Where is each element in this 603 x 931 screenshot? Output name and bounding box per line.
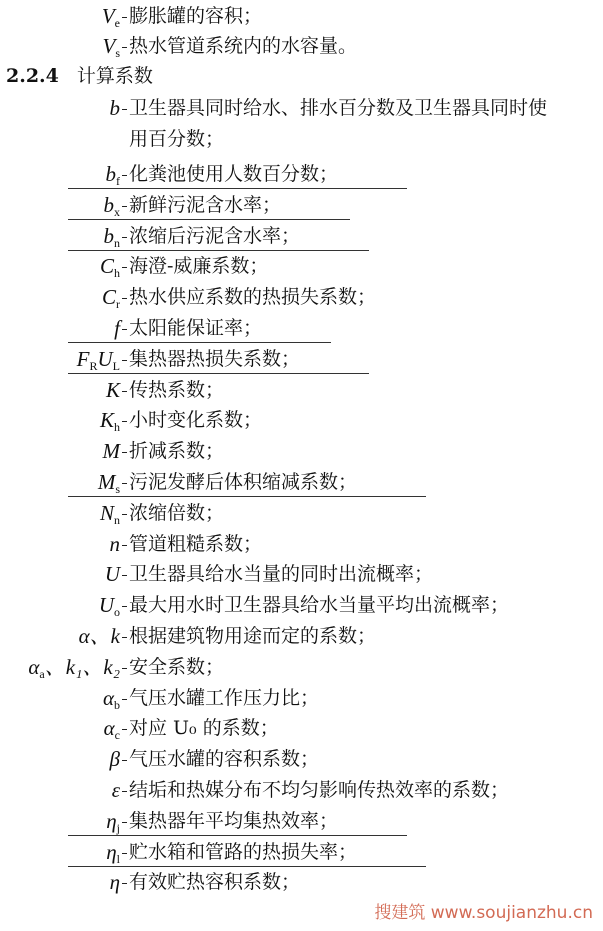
symbol-description: 集热器年平均集热效率； xyxy=(129,810,339,832)
symbol-description: 浓缩后污泥含水率； xyxy=(129,225,301,247)
symbol-description: 折减系数； xyxy=(129,440,225,462)
symbol-description: 最大用水时卫生器具给水当量平均出流概率； xyxy=(129,594,510,616)
symbol: f xyxy=(114,316,120,340)
symbol-description: 传热系数； xyxy=(129,379,225,401)
symbol-description: 卫生器具给水当量的同时出流概率； xyxy=(129,563,434,585)
symbol: η xyxy=(109,870,120,894)
symbol-description: 有效贮热容积系数； xyxy=(129,871,301,893)
symbol-description: 卫生器具同时给水、排水百分数及卫生器具同时使 xyxy=(129,97,548,119)
symbol: $b_n$ xyxy=(103,224,120,250)
symbol: $\alpha_a$、k₁、k₂ xyxy=(28,655,120,681)
symbol: $\alpha_b$ xyxy=(102,686,120,712)
section-heading xyxy=(6,62,153,90)
watermark: 搜建筑 www.soujianzhu.cn xyxy=(374,903,593,923)
symbol-description: 浓缩倍数； xyxy=(129,502,225,524)
symbol: $b_x$ xyxy=(103,193,120,219)
symbol: $\eta_j$ xyxy=(106,809,120,835)
symbol-description: 安全系数； xyxy=(129,656,225,678)
symbol: n xyxy=(109,532,120,556)
symbol: ε xyxy=(111,778,120,802)
symbol: $N_n$ xyxy=(99,501,120,527)
symbol-description: 海澄-威廉系数； xyxy=(129,255,269,277)
symbol-description: 气压水罐的容积系数； xyxy=(129,748,320,770)
symbol-description: 管道粗糙系数； xyxy=(129,533,263,555)
symbol: β xyxy=(109,747,120,771)
symbol-description: 太阳能保证率； xyxy=(129,317,263,339)
symbol: $U_o$ xyxy=(98,593,120,619)
symbol: $K_h$ xyxy=(99,408,120,434)
symbol: $C_r$ xyxy=(101,285,120,311)
symbol-description: 对应 U₀ 的系数； xyxy=(129,717,279,739)
symbol: $C_h$ xyxy=(99,254,120,280)
symbol: $b_f$ xyxy=(105,162,120,188)
symbol: U xyxy=(104,562,120,586)
symbol: $\alpha_c$ xyxy=(103,716,120,742)
symbol-description: 结垢和热媒分布不均匀影响传热效率的系数； xyxy=(129,779,510,801)
symbol: M xyxy=(102,439,120,463)
symbol-description: 膨胀罐的容积； xyxy=(129,5,263,27)
symbol-description-continuation: 用百分数； xyxy=(129,128,225,150)
section-title: 计算系数 xyxy=(76,65,153,87)
symbol-description: 贮水箱和管路的热损失率； xyxy=(129,841,358,863)
symbol: K xyxy=(105,378,120,402)
symbol-description: 化粪池使用人数百分数； xyxy=(129,163,339,185)
symbol-description: 热水供应系数的热损失系数； xyxy=(129,286,377,308)
symbol: $F_RU_L$ xyxy=(76,347,120,373)
section-number: 2.2.4 xyxy=(6,65,59,87)
symbol-description: 小时变化系数； xyxy=(129,409,263,431)
symbol-description: 污泥发酵后体积缩减系数； xyxy=(129,471,358,493)
symbol: $M_s$ xyxy=(97,470,120,496)
symbol-description: 集热器热损失系数； xyxy=(129,348,301,370)
symbol: $\eta_l$ xyxy=(106,840,120,866)
symbol-description: 热水管道系统内的水容量。 xyxy=(129,35,358,57)
symbol-description: 气压水罐工作压力比； xyxy=(129,687,320,709)
symbol-description: 根据建筑物用途而定的系数； xyxy=(129,625,377,647)
symbol: α、k xyxy=(78,624,120,648)
symbol-description: 新鲜污泥含水率； xyxy=(129,194,282,216)
